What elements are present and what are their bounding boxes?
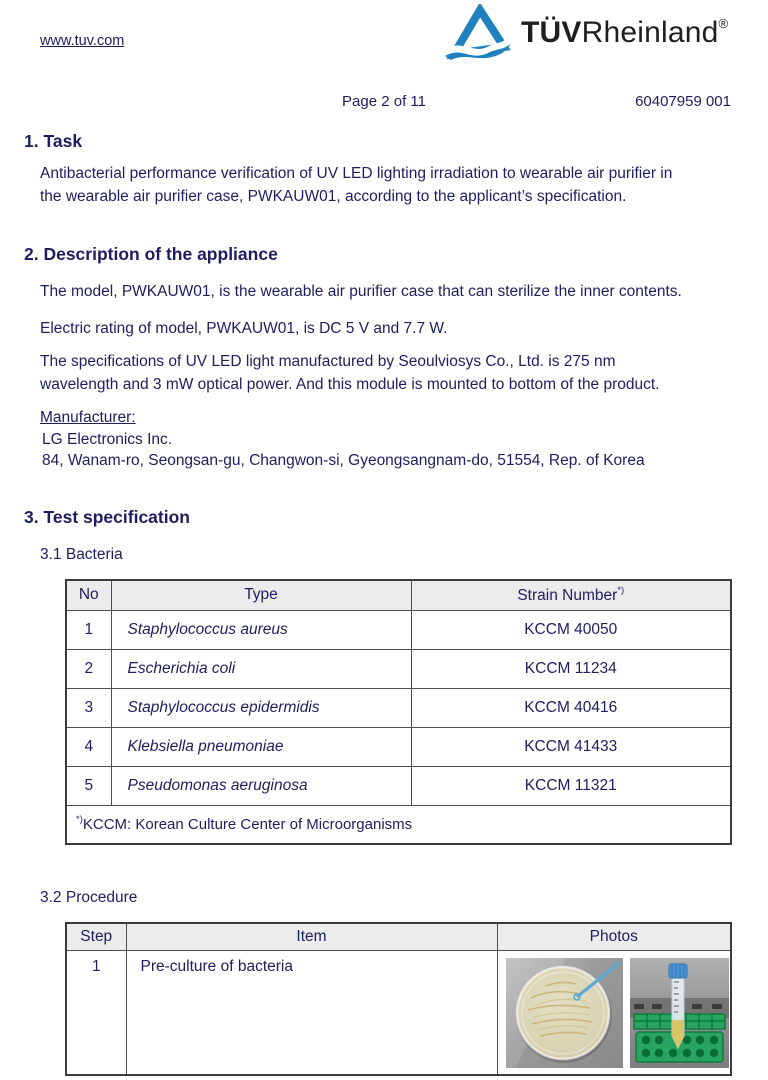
- task-line-2: the wearable air purifier case, PWKAUW01, according to the applicant’s specification.: [40, 188, 627, 205]
- table-row: [66, 610, 731, 649]
- manufacturer-label: Manufacturer:: [40, 409, 136, 426]
- bacteria-type: Klebsiella pneumoniae: [111, 727, 411, 766]
- tuv-rheinland-logo: [441, 4, 728, 62]
- procedure-header-row: [66, 923, 731, 950]
- registered-mark: ®: [718, 16, 729, 31]
- description-paragraph-3: [40, 350, 660, 396]
- bacteria-no: 1: [66, 610, 111, 649]
- strain-number-footnote-marker: *): [617, 585, 625, 597]
- bacteria-col-type: Type: [111, 580, 411, 610]
- bacteria-col-strain: [411, 580, 731, 610]
- description-paragraph-2: Electric rating of model, PWKAUW01, is DC 5 V and 7.7 W.: [40, 320, 448, 337]
- bacteria-strain: KCCM 40050: [411, 610, 731, 649]
- bacteria-type: Escherichia coli: [111, 649, 411, 688]
- strain-number-label: Strain Number: [517, 587, 618, 605]
- bacteria-type: Staphylococcus aureus: [111, 610, 411, 649]
- bacteria-strain: KCCM 40416: [411, 688, 731, 727]
- procedure-photos: [497, 950, 731, 1075]
- task-line-1: Antibacterial performance verification of UV LED lighting irradiation to wearable air purifier in: [40, 165, 673, 182]
- bacteria-no: 5: [66, 766, 111, 805]
- bacteria-type: Pseudomonas aeruginosa: [111, 766, 411, 805]
- table-row: [66, 688, 731, 727]
- bacteria-subheading: 3.1 Bacteria: [40, 546, 123, 563]
- procedure-table: [65, 922, 732, 1076]
- tuv-triangle-icon: [441, 4, 511, 62]
- kccm-footnote: [66, 805, 731, 844]
- table-row: [66, 727, 731, 766]
- description-paragraph-1: The model, PWKAUW01, is the wearable air purifier case that can sterilize the inner contents.: [40, 283, 682, 300]
- logo-rheinland-text: Rheinland: [581, 16, 719, 49]
- website-link[interactable]: www.tuv.com: [40, 33, 125, 49]
- bacteria-no: 2: [66, 649, 111, 688]
- manufacturer-address: 84, Wanam-ro, Seongsan-gu, Changwon-si, Gyeongsangnam-do, 51554, Rep. of Korea: [42, 452, 645, 469]
- bacteria-strain: KCCM 11234: [411, 649, 731, 688]
- bacteria-table: [65, 579, 732, 845]
- bacteria-strain: KCCM 41433: [411, 727, 731, 766]
- procedure-step: 1: [66, 950, 126, 1075]
- bacteria-no: 3: [66, 688, 111, 727]
- table-row: [66, 766, 731, 805]
- section-test-spec-heading: 3. Test specification: [24, 507, 190, 527]
- bacteria-strain: KCCM 11321: [411, 766, 731, 805]
- section-description-heading: 2. Description of the appliance: [24, 244, 278, 264]
- report-number: 60407959 001: [635, 93, 731, 110]
- bacteria-footnote-row: [66, 805, 731, 844]
- description-paragraph-3-line-2: wavelength and 3 mW optical power. And this module is mounted to bottom of the product.: [40, 376, 660, 393]
- page-number-label: Page 2 of 11: [342, 93, 426, 110]
- procedure-col-photos: Photos: [497, 923, 731, 950]
- task-paragraph: [40, 162, 672, 208]
- bacteria-type: Staphylococcus epidermidis: [111, 688, 411, 727]
- footnote-marker: *): [76, 813, 83, 825]
- manufacturer-block: [40, 407, 645, 472]
- procedure-subheading: 3.2 Procedure: [40, 889, 138, 906]
- bacteria-no: 4: [66, 727, 111, 766]
- footnote-text: KCCM: Korean Culture Center of Microorganisms: [82, 815, 413, 833]
- procedure-item: Pre-culture of bacteria: [126, 950, 497, 1075]
- section-task-heading: 1. Task: [24, 131, 83, 151]
- logo-tuv-text: TÜV: [521, 16, 582, 49]
- procedure-col-item: Item: [126, 923, 497, 950]
- procedure-col-step: Step: [66, 923, 126, 950]
- manufacturer-name: LG Electronics Inc.: [42, 430, 173, 448]
- bacteria-col-no: No: [66, 580, 111, 610]
- table-row: [66, 950, 731, 1075]
- petri-dish-culture-photo: [506, 958, 623, 1068]
- description-paragraph-3-line-1: The specifications of UV LED light manufactured by Seoulviosys Co., Ltd. is 275 nm: [40, 353, 616, 370]
- test-tube-in-rack-photo: [630, 958, 729, 1068]
- bacteria-header-row: [66, 580, 731, 610]
- logo-wordmark: [521, 16, 728, 50]
- photo-strip: [506, 958, 725, 1068]
- table-row: [66, 649, 731, 688]
